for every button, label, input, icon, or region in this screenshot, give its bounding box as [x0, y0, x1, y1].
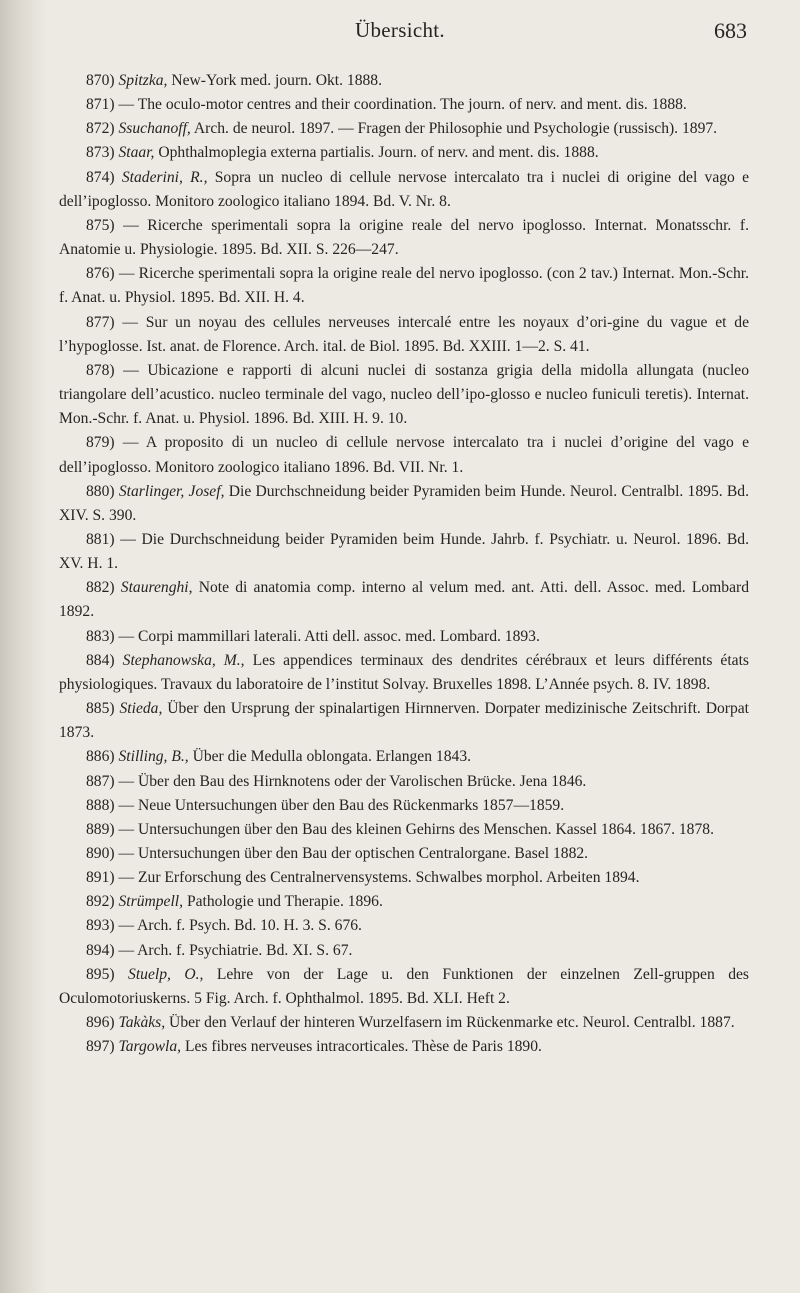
entry-number: 897) — [86, 1038, 115, 1056]
entry-citation: — Arch. f. Psychiatrie. Bd. XI. S. 67. — [118, 941, 353, 959]
entry-author: Targowla, — [118, 1038, 182, 1056]
bibliography-entry — [59, 576, 749, 624]
entry-number: 878) — [86, 361, 115, 379]
entry-citation: — Arch. f. Psych. Bd. 10. H. 3. S. 676. — [118, 917, 362, 935]
entry-number: 894) — [86, 941, 115, 959]
entry-citation: Über den Ursprung der spinalartigen Hirnnerven. Dorpater medizinische Zeitschrift. Dorpat 1873. — [59, 700, 749, 742]
entry-citation: New-York med. journ. Okt. 1888. — [167, 72, 383, 89]
entry-number: 871) — [86, 96, 115, 114]
entry-number: 896) — [86, 1014, 115, 1032]
bibliography-entry — [59, 431, 749, 479]
running-header — [0, 18, 800, 48]
bibliography-entry — [59, 69, 749, 93]
entry-number: 886) — [86, 748, 115, 766]
entry-citation: — Ubicazione e rapporti di alcuni nuclei di sostanza grigia della midolla allungata (nucleo triangolare dell’acustico. nucleo terminale del vago, nucleo dell’ipo-glosso e nucleo funiculi teretis). Internat. Mon.-Schr. f. Anat. u. Physiol. 1896. Bd. XIII. H. 9. 10. — [59, 361, 749, 428]
entry-citation: — Ricerche sperimentali sopra la origine reale del nervo ipoglosso. Internat. Monatsschr. f. Anatomie u. Physiologie. 1895. Bd. XII. S. 226—247. — [59, 216, 749, 259]
bibliography-entry — [59, 166, 749, 214]
bibliography-entry — [59, 262, 749, 310]
entry-author: Starlinger, Josef, — [118, 482, 225, 500]
entry-citation: Les fibres nerveuses intracorticales. Thèse de Paris 1890. — [181, 1038, 542, 1056]
bibliography-entry — [59, 770, 749, 794]
entry-number: 876) — [86, 265, 115, 283]
bibliography-entry — [59, 311, 749, 359]
entry-number: 873) — [86, 144, 115, 162]
bibliography-entry — [59, 697, 749, 745]
entry-author: Stilling, B., — [118, 748, 189, 766]
entry-author: Stephanowska, M., — [122, 651, 245, 669]
bibliography-entry — [59, 866, 749, 890]
entry-citation: — Untersuchungen über den Bau der optischen Centralorgane. Basel 1882. — [118, 845, 589, 862]
entry-citation: — A proposito di un nucleo di cellule nervose intercalato tra i nuclei d’origine del vago e dell’ipoglosso. Monitoro zoologico italiano 1896. Bd. VII. Nr. 1. — [59, 434, 749, 476]
entry-number: 883) — [86, 627, 115, 645]
entry-citation: — Zur Erforschung des Centralnervensystems. Schwalbes morphol. Arbeiten 1894. — [118, 869, 640, 887]
entry-author: Ssuchanoff, — [118, 120, 191, 138]
entry-citation: Les appendices terminaux des dendrites cérébraux et leurs différents états physiologiques. Travaux du laboratoire de l’institut Solvay. Bruxelles 1898. L’Année psych. 8. IV. 1898. — [59, 651, 749, 693]
entry-citation: Über die Medulla oblongata. Erlangen 1843. — [188, 748, 472, 766]
entry-number: 875) — [86, 216, 115, 234]
bibliography-entry — [59, 649, 749, 697]
entry-author: Stuelp, O., — [128, 965, 204, 983]
bibliography-entry — [59, 93, 749, 117]
entry-citation: Note di anatomia comp. interno al velum med. ant. Atti. dell. Assoc. med. Lombard 1892. — [59, 579, 749, 621]
entry-citation: — Neue Untersuchungen über den Bau des Rückenmarks 1857—1859. — [118, 796, 565, 814]
entry-number: 881) — [86, 530, 115, 548]
entry-citation: — The oculo-motor centres and their coordination. The journ. of nerv. and ment. dis. 1888. — [118, 96, 687, 114]
entry-number: 882) — [86, 579, 115, 597]
entry-number: 890) — [86, 845, 115, 862]
bibliography-entry — [59, 818, 749, 842]
entry-number: 870) — [86, 72, 115, 89]
entry-author: Takàks, — [118, 1014, 166, 1032]
entry-number: 872) — [86, 120, 115, 138]
entry-number: 880) — [86, 482, 115, 500]
bibliography-entry — [59, 625, 749, 649]
entry-citation: Sopra un nucleo di cellule nervose intercalato tra i nuclei di origine del vago e dell’ipoglosso. Monitoro zoologico italiano 1894. Bd. V. Nr. 8. — [59, 168, 750, 210]
entry-citation: Die Durchschneidung beider Pyramiden beim Hunde. Neurol. Centralbl. 1895. Bd. XIV. S. 390. — [59, 482, 749, 524]
bibliography-entry — [59, 1011, 749, 1035]
bibliography-entry — [59, 117, 749, 141]
entry-number: 885) — [86, 700, 115, 718]
bibliography-entry — [59, 914, 749, 938]
entry-author: Staar, — [118, 144, 155, 162]
bibliography-entry — [59, 939, 749, 963]
bibliography-entry — [59, 890, 749, 914]
entry-citation: — Über den Bau des Hirnknotens oder der Varolischen Brücke. Jena 1846. — [118, 772, 587, 790]
entry-citation: Arch. de neurol. 1897. — Fragen der Philosophie und Psychologie (russisch). 1897. — [190, 120, 718, 138]
entry-author: Staderini, R., — [121, 168, 208, 186]
entry-citation: — Die Durchschneidung beider Pyramiden beim Hunde. Jahrb. f. Psychiatr. u. Neurol. 1896. Bd. XV. H. 1. — [59, 530, 750, 573]
bibliography-entry — [59, 359, 749, 431]
entry-number: 888) — [86, 796, 115, 814]
bibliography-list — [59, 69, 749, 1059]
entry-citation: Ophthalmoplegia externa partialis. Journ. of nerv. and ment. dis. 1888. — [154, 144, 599, 162]
page-number: 683 — [714, 18, 747, 43]
bibliography-entry — [59, 963, 749, 1011]
entry-number: 877) — [86, 313, 115, 331]
entry-author: Strümpell, — [118, 893, 184, 911]
entry-citation: — Corpi mammillari laterali. Atti dell. assoc. med. Lombard. 1893. — [118, 627, 540, 645]
entry-number: 895) — [86, 965, 115, 983]
entry-author: Spitzka, — [118, 72, 168, 89]
entry-citation: Lehre von der Lage u. den Funktionen der einzelnen Zell-gruppen des Oculomotoriuskerns. 5 Fig. Arch. f. Ophthalmol. 1895. Bd. XLI. Heft 2. — [59, 965, 749, 1007]
bibliography-entry — [59, 1035, 749, 1059]
bibliography-entry — [59, 842, 749, 866]
bibliography-entry — [59, 794, 749, 818]
entry-citation: Pathologie und Therapie. 1896. — [183, 893, 383, 911]
bibliography-entry — [59, 141, 749, 165]
bibliography-entry — [59, 745, 749, 769]
entry-number: 891) — [86, 869, 115, 887]
entry-number: 893) — [86, 917, 115, 935]
entry-citation: — Untersuchungen über den Bau des kleinen Gehirns des Menschen. Kassel 1864. 1867. 1878. — [118, 820, 714, 838]
entry-number: 874) — [86, 168, 115, 186]
entry-citation: — Ricerche sperimentali sopra la origine reale del nervo ipoglosso. (con 2 tav.) Internat. Mon.-Schr. f. Anat. u. Physiol. 1895. Bd. XII. H. 4. — [59, 265, 749, 307]
entry-citation: Über den Verlauf der hinteren Wurzelfasern im Rückenmarke etc. Neurol. Centralbl. 1887. — [165, 1014, 735, 1032]
entry-number: 889) — [86, 820, 115, 838]
entry-number: 887) — [86, 772, 115, 790]
bibliography-entry — [59, 528, 749, 576]
bibliography-entry — [59, 480, 749, 528]
entry-number: 879) — [86, 434, 115, 452]
entry-author: Staurenghi, — [120, 579, 193, 597]
entry-citation: — Sur un noyau des cellules nerveuses intercalé entre les noyaux d’ori-gine du vague et de l’hypoglosse. Ist. anat. de Florence. Arch. ital. de Biol. 1895. Bd. XXIII. 1—2. S. 41. — [59, 313, 749, 355]
bibliography-entry — [59, 214, 749, 262]
page-title: Übersicht. — [355, 18, 445, 42]
entry-author: Stieda, — [119, 700, 163, 718]
entry-number: 884) — [86, 651, 115, 669]
entry-number: 892) — [86, 893, 115, 911]
